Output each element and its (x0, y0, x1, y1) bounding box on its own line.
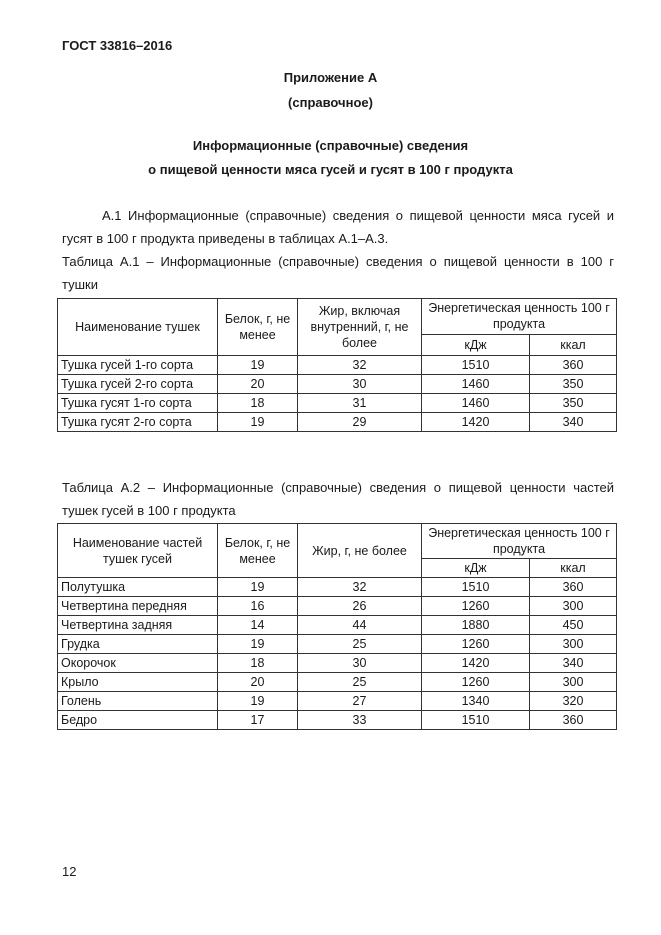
page-number: 12 (62, 864, 77, 879)
table2-header-fat: Жир, г, не более (298, 524, 422, 578)
table-row (58, 616, 617, 635)
table-row (58, 375, 617, 394)
cell-protein: 18 (218, 654, 298, 673)
table-row (58, 711, 617, 730)
cell-kcal: 350 (530, 394, 617, 413)
cell-kj: 1340 (422, 692, 530, 711)
table-row (58, 673, 617, 692)
appendix-heading-line2: о пищевой ценности мяса гусей и гусят в 100 г продукта (148, 162, 513, 177)
cell-name: Грудка (58, 635, 218, 654)
cell-kcal: 300 (530, 635, 617, 654)
cell-kcal: 360 (530, 578, 617, 597)
cell-name: Полутушка (58, 578, 218, 597)
table-row (58, 356, 617, 375)
cell-kcal: 350 (530, 375, 617, 394)
cell-protein: 19 (218, 413, 298, 432)
document-header: ГОСТ 33816–2016 (62, 38, 173, 53)
table1 (57, 298, 617, 432)
table-row (58, 578, 617, 597)
cell-kj: 1260 (422, 673, 530, 692)
cell-kj: 1420 (422, 654, 530, 673)
cell-name: Крыло (58, 673, 218, 692)
cell-fat: 44 (298, 616, 422, 635)
table1-header-name: Наименование тушек (58, 299, 218, 356)
table2 (57, 523, 617, 730)
cell-protein: 20 (218, 375, 298, 394)
cell-protein: 20 (218, 673, 298, 692)
table-row (58, 597, 617, 616)
table2-header-kcal: ккал (530, 559, 617, 578)
table2-header-row (58, 524, 617, 559)
cell-protein: 18 (218, 394, 298, 413)
cell-protein: 16 (218, 597, 298, 616)
cell-name: Четвертина передняя (58, 597, 218, 616)
cell-protein: 19 (218, 635, 298, 654)
appendix-title: Приложение А (283, 70, 378, 85)
cell-fat: 31 (298, 394, 422, 413)
table2-header-kj: кДж (422, 559, 530, 578)
table-row (58, 692, 617, 711)
table2-header-protein: Белок, г, не менее (218, 524, 298, 578)
table1-header-energy: Энергетическая ценность 100 г продукта (422, 299, 617, 335)
table1-header-protein: Белок, г, не менее (218, 299, 298, 356)
cell-protein: 19 (218, 578, 298, 597)
table1-header-kj: кДж (422, 334, 530, 355)
cell-kcal: 360 (530, 711, 617, 730)
cell-protein: 19 (218, 692, 298, 711)
cell-kcal: 300 (530, 673, 617, 692)
appendix-subtitle: (справочное) (288, 95, 373, 110)
table1-header-row (58, 299, 617, 335)
cell-name: Бедро (58, 711, 218, 730)
cell-kj: 1880 (422, 616, 530, 635)
table1-caption: Таблица А.1 – Информационные (справочные) сведения о пищевой ценности в 100 г тушки (62, 254, 614, 292)
cell-name: Окорочок (58, 654, 218, 673)
cell-fat: 33 (298, 711, 422, 730)
cell-kj: 1260 (422, 635, 530, 654)
table-row (58, 413, 617, 432)
table1-header-fat: Жир, включая внутренний, г, не более (298, 299, 422, 356)
cell-name: Четвертина задняя (58, 616, 218, 635)
cell-kcal: 320 (530, 692, 617, 711)
cell-fat: 29 (298, 413, 422, 432)
cell-kj: 1510 (422, 711, 530, 730)
cell-kj: 1460 (422, 375, 530, 394)
cell-protein: 14 (218, 616, 298, 635)
cell-name: Тушка гусят 1-го сорта (58, 394, 218, 413)
cell-name: Голень (58, 692, 218, 711)
cell-kj: 1460 (422, 394, 530, 413)
cell-kj: 1510 (422, 356, 530, 375)
cell-fat: 32 (298, 578, 422, 597)
intro-paragraph: А.1 Информационные (справочные) сведения о пищевой ценности мяса гусей и гусят в 100 г продукта приведены в таблицах А.1–А.3. (62, 208, 614, 246)
table-row (58, 654, 617, 673)
cell-name: Тушка гусей 1-го сорта (58, 356, 218, 375)
cell-name: Тушка гусей 2-го сорта (58, 375, 218, 394)
table-row (58, 394, 617, 413)
cell-kcal: 340 (530, 413, 617, 432)
cell-kj: 1510 (422, 578, 530, 597)
cell-kcal: 300 (530, 597, 617, 616)
cell-kj: 1260 (422, 597, 530, 616)
cell-kj: 1420 (422, 413, 530, 432)
cell-fat: 25 (298, 635, 422, 654)
table2-header-name: Наименование частей тушек гусей (58, 524, 218, 578)
cell-fat: 26 (298, 597, 422, 616)
cell-fat: 27 (298, 692, 422, 711)
cell-protein: 17 (218, 711, 298, 730)
appendix-heading-line1: Информационные (справочные) сведения (192, 138, 469, 153)
table1-header-kcal: ккал (530, 334, 617, 355)
cell-protein: 19 (218, 356, 298, 375)
table2-caption: Таблица А.2 – Информационные (справочные) сведения о пищевой ценности частей тушек гусей в 100 г продукта (62, 480, 614, 518)
cell-kcal: 340 (530, 654, 617, 673)
cell-name: Тушка гусят 2-го сорта (58, 413, 218, 432)
cell-fat: 32 (298, 356, 422, 375)
table2-body (58, 578, 617, 730)
table2-header-energy: Энергетическая ценность 100 г продукта (422, 524, 617, 559)
table-row (58, 635, 617, 654)
cell-fat: 30 (298, 654, 422, 673)
cell-fat: 25 (298, 673, 422, 692)
cell-kcal: 450 (530, 616, 617, 635)
table1-body (58, 356, 617, 432)
cell-fat: 30 (298, 375, 422, 394)
cell-kcal: 360 (530, 356, 617, 375)
